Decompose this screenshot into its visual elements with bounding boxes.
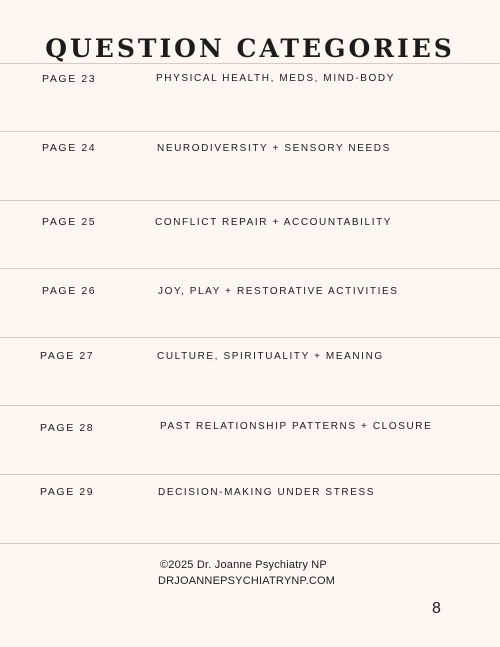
divider [0,268,500,269]
page-number: 8 [432,600,441,617]
page-reference: PAGE 29 [40,486,95,498]
divider [0,405,500,406]
divider [0,337,500,338]
category-label: NEURODIVERSITY + SENSORY NEEDS [157,143,391,154]
page-title: QUESTION CATEGORIES [45,34,455,63]
page-reference: PAGE 23 [42,73,97,85]
category-label: PHYSICAL HEALTH, MEDS, MIND-BODY [156,73,396,84]
page-reference: PAGE 24 [42,142,97,154]
page-reference: PAGE 27 [40,350,95,362]
copyright-notice: ©2025 Dr. Joanne Psychiatry NP [160,559,327,571]
divider [0,131,500,132]
category-label: CULTURE, SPIRITUALITY + MEANING [157,351,384,362]
divider [0,543,500,544]
category-label: CONFLICT REPAIR + ACCOUNTABILITY [155,217,393,228]
divider [0,63,500,64]
category-label: PAST RELATIONSHIP PATTERNS + CLOSURE [160,421,433,432]
category-label: DECISION-MAKING UNDER STRESS [158,487,376,498]
page-reference: PAGE 26 [42,285,97,297]
category-label: JOY, PLAY + RESTORATIVE ACTIVITIES [158,286,399,297]
page-reference: PAGE 28 [40,422,95,434]
page-reference: PAGE 25 [42,216,97,228]
divider [0,474,500,475]
divider [0,200,500,201]
website-link[interactable]: DRJOANNEPSYCHIATRYNP.COM [158,575,336,587]
